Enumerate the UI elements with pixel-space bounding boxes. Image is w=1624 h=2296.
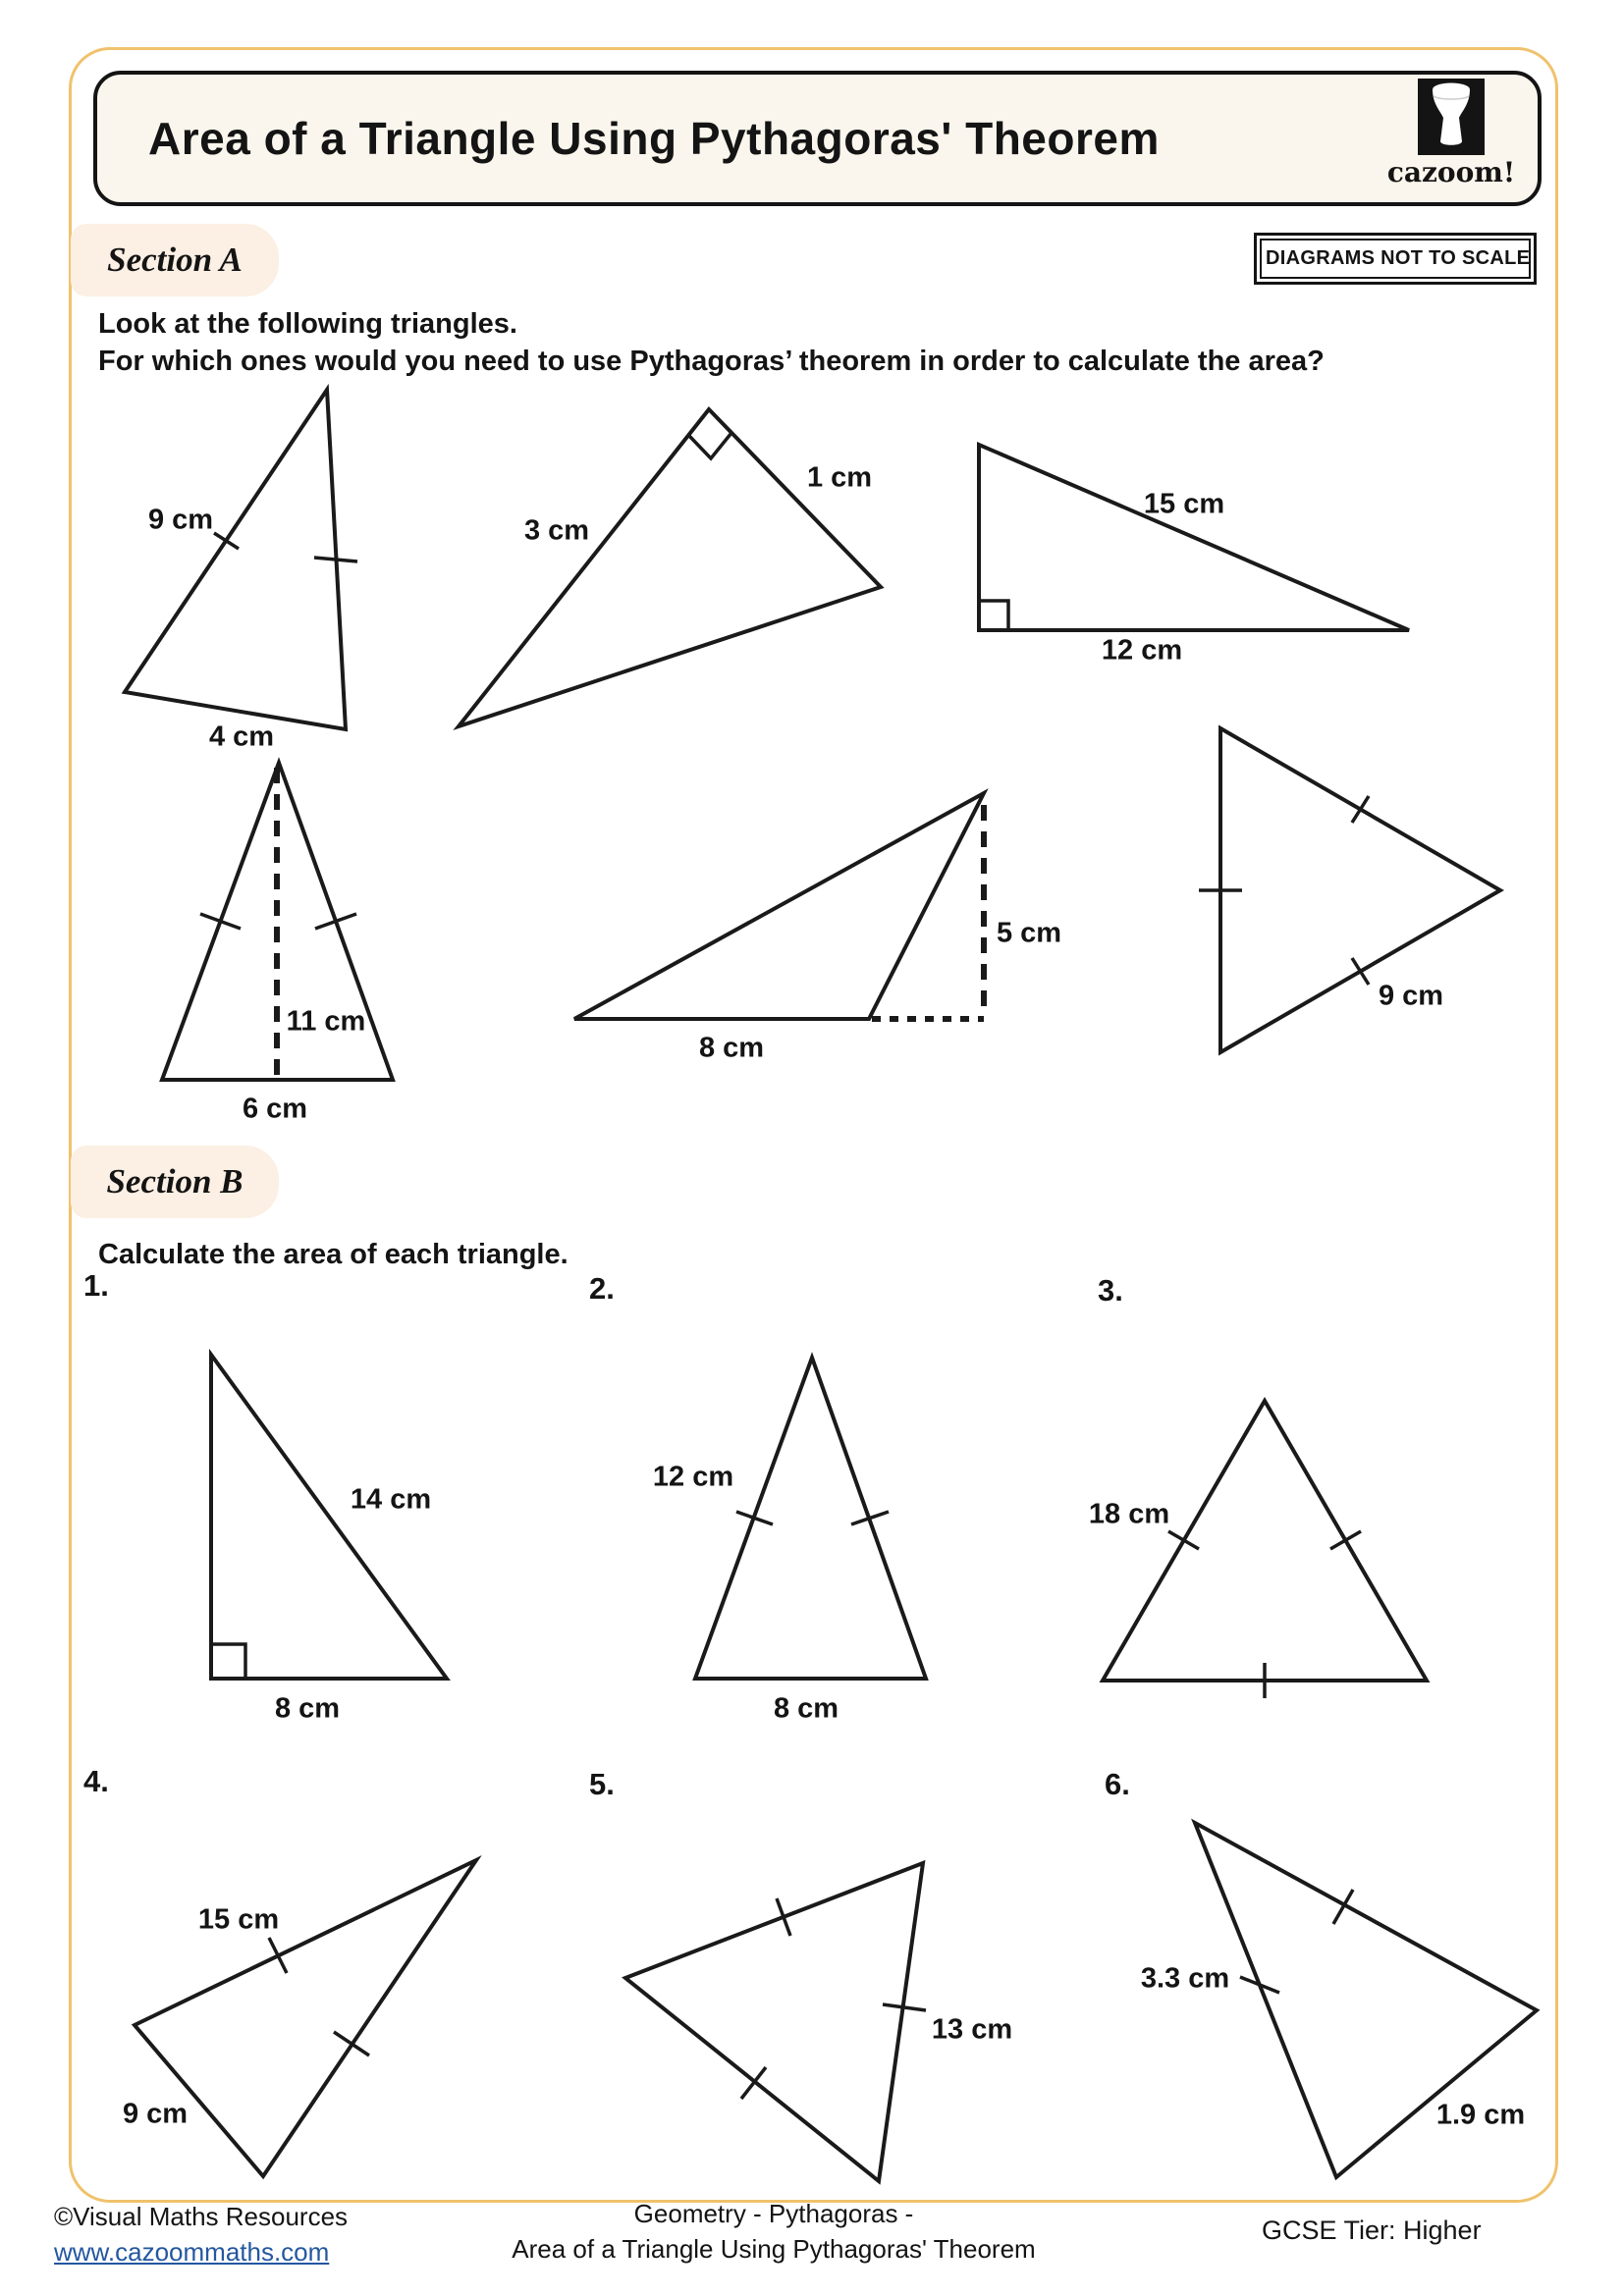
question-number: 5.	[589, 1767, 615, 1801]
drum-icon	[1418, 79, 1485, 155]
cazoom-logo	[1386, 79, 1516, 194]
measurement-label: 15 cm	[1143, 488, 1225, 520]
section-b-instruction: Calculate the area of each triangle.	[98, 1239, 568, 1270]
measurement-label: 8 cm	[773, 1692, 839, 1725]
measurement-label: 18 cm	[1088, 1498, 1170, 1530]
measurement-label: 6 cm	[242, 1093, 308, 1125]
instruction-line-2: For which ones would you need to use Pythagoras’ theorem in order to calculate the area?	[98, 346, 1325, 377]
measurement-label: 8 cm	[274, 1692, 341, 1725]
section-b-heading	[71, 1146, 279, 1218]
question-number: 3.	[1098, 1273, 1123, 1308]
footer-topic-line-2: Area of a Triangle Using Pythagoras' Theorem	[512, 2234, 1036, 2264]
measurement-label: 13 cm	[931, 2013, 1013, 2046]
measurement-label: 12 cm	[1101, 634, 1183, 667]
measurement-label: 3.3 cm	[1140, 1962, 1230, 1995]
question-number: 1.	[83, 1268, 109, 1303]
logo-text: cazoom!	[1386, 156, 1516, 188]
not-to-scale-text: DIAGRAMS NOT TO SCALE	[1260, 239, 1531, 279]
measurement-label: 12 cm	[652, 1461, 734, 1493]
measurement-label: 4 cm	[208, 721, 275, 753]
website-link-text[interactable]: www.cazoommaths.com	[54, 2237, 330, 2267]
page-title: Area of a Triangle Using Pythagoras' Theorem	[148, 113, 1160, 164]
measurement-label: 15 cm	[197, 1903, 280, 1936]
measurement-label: 3 cm	[523, 514, 590, 547]
measurement-label: 9 cm	[1378, 980, 1444, 1012]
measurement-label: 5 cm	[996, 917, 1062, 949]
header	[93, 71, 1542, 206]
not-to-scale-notice	[1254, 233, 1537, 285]
instruction-line-1: Look at the following triangles.	[98, 308, 517, 340]
measurement-label: 9 cm	[147, 504, 214, 536]
measurement-label: 1.9 cm	[1435, 2099, 1526, 2131]
section-b-label: Section B	[106, 1162, 244, 1201]
section-a-label: Section A	[107, 240, 243, 279]
measurement-label: 1 cm	[806, 461, 873, 494]
measurement-label: 9 cm	[122, 2098, 189, 2130]
footer-topic-line-1: Geometry - Pythagoras -	[633, 2199, 914, 2228]
measurement-label: 14 cm	[350, 1483, 432, 1516]
measurement-label: 11 cm	[286, 1005, 366, 1038]
question-number: 2.	[589, 1271, 615, 1306]
question-number: 6.	[1105, 1767, 1130, 1801]
footer-attribution: ©Visual Maths Resources	[54, 2202, 349, 2231]
measurement-label: 8 cm	[698, 1032, 765, 1064]
footer-website-link[interactable]	[54, 2237, 329, 2268]
question-number: 4.	[83, 1764, 109, 1798]
section-a-heading	[71, 224, 279, 296]
footer-tier: GCSE Tier: Higher	[1262, 2216, 1482, 2245]
